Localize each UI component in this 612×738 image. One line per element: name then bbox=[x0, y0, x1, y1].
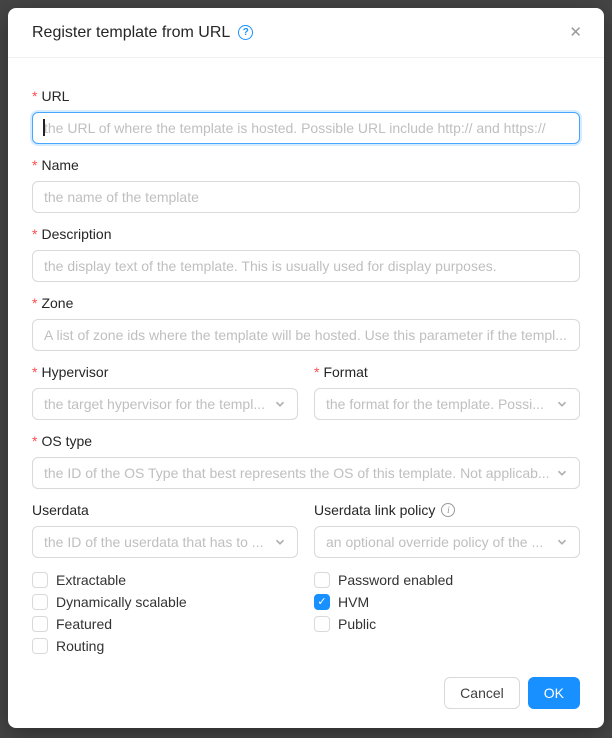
userdata-link-policy-select[interactable] bbox=[314, 526, 580, 558]
chevron-down-icon bbox=[556, 398, 568, 410]
ostype-label-text: OS type bbox=[41, 433, 93, 449]
check-icon: ✓ bbox=[317, 596, 327, 608]
checkbox-column-right bbox=[314, 569, 580, 657]
userdata-label-text: Userdata bbox=[32, 502, 89, 518]
name-input[interactable] bbox=[32, 181, 580, 213]
chevron-down-icon bbox=[274, 398, 286, 410]
userdata-link-policy-label bbox=[314, 500, 580, 520]
zone-select-input[interactable] bbox=[32, 319, 580, 351]
checkbox-grid bbox=[32, 569, 580, 657]
hypervisor-label-text: Hypervisor bbox=[41, 364, 109, 380]
checkbox-extractable[interactable] bbox=[32, 569, 298, 591]
userdata-label bbox=[32, 500, 298, 520]
text-caret bbox=[43, 119, 45, 136]
help-icon[interactable]: ? bbox=[238, 25, 253, 40]
format-select[interactable] bbox=[314, 388, 580, 420]
userdata-link-policy-placeholder: an optional override policy of the ... bbox=[326, 534, 544, 550]
checkbox-dynamically-scalable[interactable] bbox=[32, 591, 298, 613]
zone-label bbox=[32, 293, 580, 313]
checkbox-box[interactable] bbox=[32, 594, 48, 610]
form-item-hypervisor bbox=[32, 362, 298, 420]
ostype-placeholder: the ID of the OS Type that best represents the OS of this template. Not applicab... bbox=[44, 465, 550, 481]
modal-footer bbox=[8, 677, 604, 709]
checkbox-featured[interactable] bbox=[32, 613, 298, 635]
form-item-format bbox=[314, 362, 580, 420]
format-label bbox=[314, 362, 580, 382]
zone-label-text: Zone bbox=[41, 295, 74, 311]
cancel-button[interactable]: Cancel bbox=[444, 677, 520, 709]
checkbox-label: Dynamically scalable bbox=[56, 594, 187, 610]
required-asterisk: * bbox=[32, 433, 38, 449]
checkbox-label: Public bbox=[338, 616, 377, 632]
format-placeholder: the format for the template. Possi... bbox=[326, 396, 544, 412]
checkbox-label: Extractable bbox=[56, 572, 127, 588]
name-label-text: Name bbox=[41, 157, 79, 173]
modal-header bbox=[8, 8, 604, 58]
required-asterisk: * bbox=[32, 157, 38, 173]
modal-title: Register template from URL bbox=[32, 24, 231, 41]
form-item-ostype bbox=[32, 431, 580, 489]
form-item-description bbox=[32, 224, 580, 282]
chevron-down-icon bbox=[274, 536, 286, 548]
format-label-text: Format bbox=[323, 364, 368, 380]
required-asterisk: * bbox=[32, 88, 38, 104]
hypervisor-placeholder: the target hypervisor for the templ... bbox=[44, 396, 265, 412]
checkbox-box[interactable] bbox=[314, 594, 330, 610]
userdata-select[interactable] bbox=[32, 526, 298, 558]
name-label bbox=[32, 155, 580, 175]
form-item-userdata bbox=[32, 500, 298, 558]
chevron-down-icon bbox=[556, 467, 568, 479]
ok-button[interactable]: OK bbox=[528, 677, 580, 709]
checkbox-label: Routing bbox=[56, 638, 105, 654]
modal-body bbox=[8, 58, 604, 657]
url-input[interactable] bbox=[32, 112, 580, 144]
checkbox-label: HVM bbox=[338, 594, 370, 610]
checkbox-column-left bbox=[32, 569, 298, 657]
required-asterisk: * bbox=[32, 226, 38, 242]
register-template-modal bbox=[8, 8, 604, 728]
required-asterisk: * bbox=[32, 364, 38, 380]
checkbox-public[interactable] bbox=[314, 613, 580, 635]
ostype-select[interactable] bbox=[32, 457, 580, 489]
checkbox-hvm[interactable] bbox=[314, 591, 580, 613]
close-icon[interactable]: ✕ bbox=[569, 24, 582, 41]
userdata-link-policy-label-text: Userdata link policy bbox=[314, 502, 436, 518]
chevron-down-icon bbox=[556, 536, 568, 548]
form-item-name bbox=[32, 155, 580, 213]
checkbox-routing[interactable] bbox=[32, 635, 298, 657]
checkbox-box[interactable] bbox=[314, 572, 330, 588]
form-item-url bbox=[32, 86, 580, 144]
checkbox-box[interactable] bbox=[314, 616, 330, 632]
url-label-text: URL bbox=[41, 88, 70, 104]
form-row-userdata bbox=[32, 500, 580, 558]
checkbox-box[interactable] bbox=[32, 572, 48, 588]
url-input-wrap bbox=[32, 112, 580, 144]
hypervisor-label bbox=[32, 362, 298, 382]
form-item-zone bbox=[32, 293, 580, 351]
required-asterisk: * bbox=[32, 295, 38, 311]
hypervisor-select[interactable] bbox=[32, 388, 298, 420]
checkbox-label: Password enabled bbox=[338, 572, 454, 588]
description-label-text: Description bbox=[41, 226, 112, 242]
checkbox-password-enabled[interactable] bbox=[314, 569, 580, 591]
form-row-hypervisor-format bbox=[32, 362, 580, 420]
checkbox-label: Featured bbox=[56, 616, 113, 632]
description-input[interactable] bbox=[32, 250, 580, 282]
ostype-label bbox=[32, 431, 580, 451]
required-asterisk: * bbox=[314, 364, 320, 380]
checkbox-box[interactable] bbox=[32, 638, 48, 654]
form-item-userdata-link-policy bbox=[314, 500, 580, 558]
checkbox-box[interactable] bbox=[32, 616, 48, 632]
userdata-placeholder: the ID of the userdata that has to ... bbox=[44, 534, 264, 550]
url-label bbox=[32, 86, 580, 106]
info-icon[interactable]: i bbox=[441, 503, 455, 517]
description-label bbox=[32, 224, 580, 244]
